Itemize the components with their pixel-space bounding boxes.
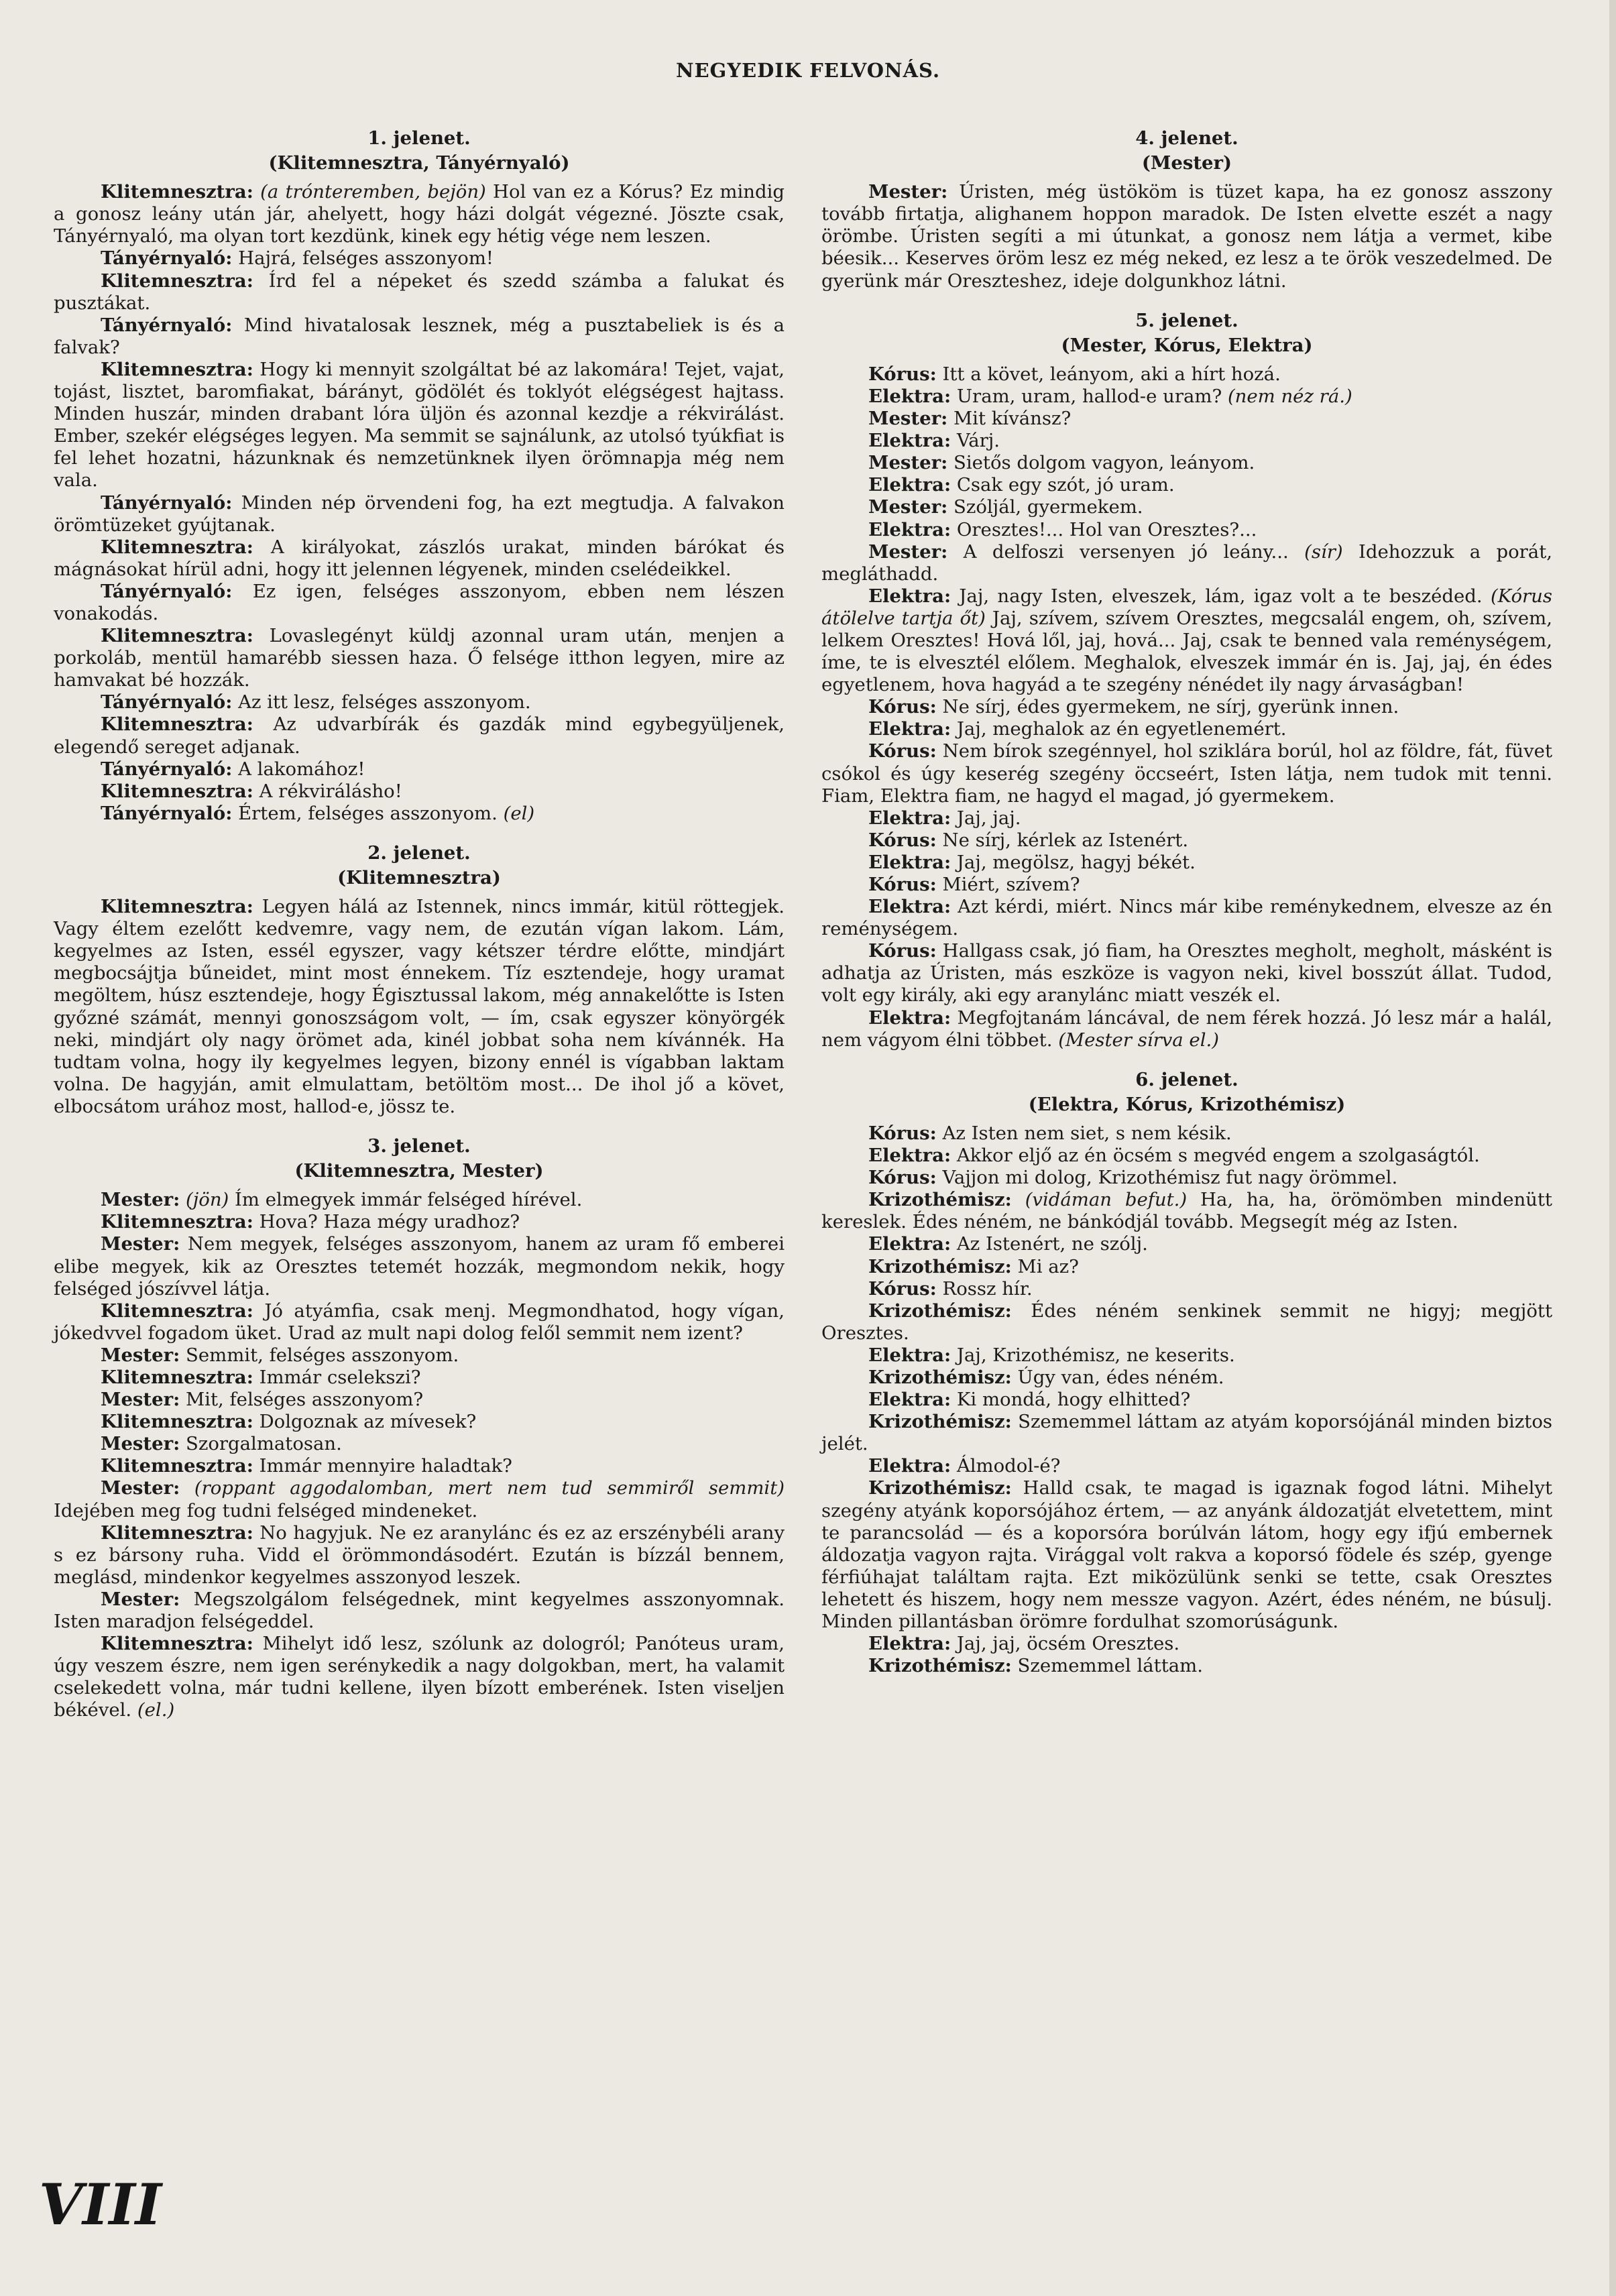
dialogue-text: Vajjon mi dolog, Krizothémisz fut nagy örömmel. bbox=[936, 1167, 1398, 1189]
dialogue-text: Rossz hír. bbox=[936, 1277, 1033, 1300]
dialogue-line bbox=[54, 1189, 785, 1211]
speaker-name: Kórus: bbox=[868, 740, 937, 762]
speaker-name: Tányérnyaló: bbox=[101, 580, 233, 602]
dialogue-line bbox=[54, 781, 785, 803]
dialogue-text: Immár mennyire haladtak? bbox=[253, 1455, 512, 1477]
dialogue-text: Mind hivatalosak lesznek, még a pusztabeliek is és a falvak? bbox=[54, 314, 785, 358]
dialogue-line bbox=[54, 1367, 785, 1389]
dialogue-text: Úgy van, édes néném. bbox=[1011, 1366, 1224, 1388]
dialogue-text: Az Isten nem siet, s nem késik. bbox=[936, 1122, 1232, 1144]
dialogue-text: A rékvirálásho! bbox=[253, 780, 402, 802]
speaker-name: Elektra: bbox=[868, 1389, 951, 1411]
dialogue-text: Jaj, jaj, öcsém Oresztes. bbox=[951, 1633, 1180, 1655]
dialogue-line bbox=[821, 1367, 1552, 1389]
page-header: NEGYEDIK FELVONÁS. bbox=[675, 59, 941, 82]
dialogue-text: Itt a követ, leányom, aki a hírt hozá. bbox=[936, 363, 1281, 385]
dialogue-text: Miért, szívem? bbox=[936, 874, 1080, 895]
dialogue-text: Ne sírj, kérlek az Istenért. bbox=[936, 829, 1189, 851]
dialogue-text: Írd fel a népeket és szedd számba a falukat és pusztákat. bbox=[54, 270, 785, 314]
dialogue-line bbox=[54, 492, 785, 536]
dialogue-line bbox=[821, 740, 1552, 807]
scene-title: 1. jelenet. bbox=[367, 127, 471, 149]
dialogue-text: Hallgass csak, jó fiam, ha Oresztes megholt, megholt, másként is adhatja az Úristen, más eszköze is vagyon neki, kivel bosszút állat. Tudod, volt egy király, aki egy aranylánc miatt veszék el. bbox=[821, 940, 1552, 1007]
dialogue-text: Immár cselekszi? bbox=[253, 1366, 421, 1388]
scene-title: 3. jelenet. bbox=[367, 1135, 471, 1157]
scene-title: 5. jelenet. bbox=[1135, 309, 1238, 331]
speaker-name: Kórus: bbox=[868, 1277, 937, 1300]
dialogue-line bbox=[821, 1278, 1552, 1300]
speaker-name: Kórus: bbox=[868, 1122, 937, 1144]
dialogue-text: Ím elmegyek immár felséged hírével. bbox=[229, 1189, 583, 1211]
dialogue-text: Mi az? bbox=[1011, 1255, 1079, 1277]
page-edge-shadow bbox=[1609, 0, 1616, 2296]
dialogue-line bbox=[54, 1589, 785, 1633]
dialogue-text bbox=[180, 1189, 186, 1210]
dialogue-text: Ez igen, felséges asszonyom, ebben nem lészen vonakodás. bbox=[54, 580, 785, 624]
stage-direction: (sír) bbox=[1304, 540, 1343, 563]
speaker-name: Klitemnesztra: bbox=[101, 1522, 253, 1544]
speaker-name: Krizothémisz: bbox=[868, 1411, 1012, 1433]
speaker-name: Mester: bbox=[101, 1189, 180, 1211]
speaker-name: Mester: bbox=[868, 452, 948, 474]
dialogue-text: Az Istenért, ne szólj. bbox=[951, 1233, 1148, 1255]
dialogue-text: Uram, uram, hallod-e uram? bbox=[951, 385, 1228, 407]
dialogue-line bbox=[54, 536, 785, 581]
scene bbox=[821, 127, 1552, 292]
speaker-name: Mester: bbox=[868, 496, 948, 518]
dialogue-line bbox=[821, 496, 1552, 518]
speaker-name: Klitemnesztra: bbox=[101, 270, 253, 292]
dialogue-text: Ne sírj, édes gyermekem, ne sírj, gyerünk innen. bbox=[936, 696, 1399, 718]
speaker-name: Klitemnesztra: bbox=[101, 1455, 253, 1477]
speaker-name: Elektra: bbox=[868, 896, 951, 918]
speaker-name: Klitemnesztra: bbox=[101, 1633, 253, 1655]
scene bbox=[54, 842, 785, 1118]
dialogue-line bbox=[821, 1145, 1552, 1167]
speaker-name: Klitemnesztra: bbox=[101, 713, 253, 736]
speaker-name: Krizothémisz: bbox=[868, 1655, 1012, 1677]
dialogue-line bbox=[821, 1007, 1552, 1051]
dialogue-line bbox=[821, 1233, 1552, 1255]
dialogue-line bbox=[54, 1300, 785, 1344]
speaker-name: Krizothémisz: bbox=[868, 1189, 1012, 1211]
scene-cast: (Klitemnesztra) bbox=[337, 867, 501, 888]
dialogue-line bbox=[821, 1633, 1552, 1655]
scene bbox=[54, 1135, 785, 1721]
dialogue-text: Csak egy szót, jó uram. bbox=[951, 474, 1175, 496]
speaker-name: Krizothémisz: bbox=[868, 1366, 1012, 1388]
speaker-name: Mester: bbox=[101, 1233, 180, 1255]
dialogue-text bbox=[253, 181, 260, 203]
dialogue-text: Hova? Haza mégy uradhoz? bbox=[253, 1211, 520, 1233]
dialogue-text: Azt kérdi, miért. Nincs már kibe reménykednem, elvesze az én reménységem. bbox=[821, 896, 1552, 940]
scene-title: 2. jelenet. bbox=[367, 842, 471, 864]
dialogue-line bbox=[821, 519, 1552, 541]
right-column bbox=[821, 127, 1552, 1695]
dialogue-line bbox=[54, 581, 785, 625]
dialogue-text: Dolgoznak az mívesek? bbox=[253, 1411, 477, 1433]
speaker-name: Klitemnesztra: bbox=[101, 1211, 253, 1233]
dialogue-text: Nem megyek, felséges asszonyom, hanem az uram fő emberei elibe megyek, kik az Oresztes tetemét hozzák, megmondom nekik, hogy felséged jószívvel látja. bbox=[54, 1233, 785, 1300]
speaker-name: Kórus: bbox=[868, 1167, 937, 1189]
speaker-name: Mester: bbox=[101, 1433, 180, 1455]
dialogue-text: A királyokat, zászlós urakat, minden bárókat és mágnásokat hírül adni, hogy itt jelennen légyenek, minden cselédeikkel. bbox=[54, 536, 785, 580]
speaker-name: Elektra: bbox=[868, 718, 951, 740]
stage-direction: (el.) bbox=[137, 1699, 175, 1721]
dialogue-text: A lakomához! bbox=[232, 758, 365, 780]
dialogue-line bbox=[54, 1522, 785, 1589]
dialogue-line bbox=[821, 386, 1552, 408]
speaker-name: Kórus: bbox=[868, 874, 937, 895]
dialogue-line bbox=[54, 247, 785, 270]
speaker-name: Elektra: bbox=[868, 1233, 951, 1255]
dialogue-line bbox=[54, 314, 785, 359]
dialogue-line bbox=[821, 696, 1552, 718]
dialogue-text: Minden nép örvendeni fog, ha ezt megtudja. A falvakon örömtüzeket gyújtanak. bbox=[54, 492, 785, 536]
speaker-name: Krizothémisz: bbox=[868, 1477, 1012, 1499]
scene-title: 6. jelenet. bbox=[1135, 1068, 1238, 1090]
speaker-name: Elektra: bbox=[868, 430, 951, 452]
speaker-name: Mester: bbox=[868, 540, 948, 563]
page-number: VIII bbox=[39, 2171, 162, 2238]
dialogue-line bbox=[54, 1433, 785, 1455]
dialogue-text: Ki mondá, hogy elhitted? bbox=[951, 1389, 1191, 1411]
scene bbox=[821, 310, 1552, 1051]
scene bbox=[821, 1069, 1552, 1678]
dialogue-line bbox=[54, 1633, 785, 1721]
speaker-name: Krizothémisz: bbox=[868, 1300, 1012, 1322]
speaker-name: Tányérnyaló: bbox=[101, 758, 233, 780]
stage-direction: (Mester sírva el.) bbox=[1058, 1029, 1219, 1051]
dialogue-line bbox=[821, 474, 1552, 496]
scene-cast: (Mester, Kórus, Elektra) bbox=[1061, 334, 1313, 356]
speaker-name: Tányérnyaló: bbox=[101, 691, 233, 713]
speaker-name: Elektra: bbox=[868, 807, 951, 829]
stage-direction: (jön) bbox=[186, 1189, 229, 1211]
stage-direction: (nem néz rá.) bbox=[1227, 385, 1352, 407]
scene-cast: (Elektra, Kórus, Krizothémisz) bbox=[1028, 1093, 1346, 1115]
speaker-name: Mester: bbox=[868, 408, 948, 430]
dialogue-line bbox=[821, 452, 1552, 474]
dialogue-line bbox=[821, 1477, 1552, 1633]
dialogue-text: Hol van ez a Kórus? Ez mindig a gonosz leány után jár, ahelyett, hogy házi dolgát végezné. Jöszte csak, Tányérnyaló, ma olyan tort kezdünk, kinek egy hétig vége nem leszen. bbox=[54, 181, 785, 247]
speaker-name: Klitemnesztra: bbox=[101, 896, 253, 918]
speaker-name: Klitemnesztra: bbox=[101, 780, 253, 802]
dialogue-text: Jaj, meghalok az én egyetlenemért. bbox=[951, 718, 1287, 740]
stage-direction: (el) bbox=[503, 802, 535, 824]
dialogue-text: Álmodol-é? bbox=[951, 1455, 1061, 1477]
speaker-name: Krizothémisz: bbox=[868, 1255, 1012, 1277]
dialogue-line bbox=[821, 829, 1552, 852]
dialogue-line bbox=[821, 1189, 1552, 1233]
dialogue-line bbox=[821, 718, 1552, 740]
dialogue-line bbox=[821, 1389, 1552, 1411]
dialogue-text: Lovaslegényt küldj azonnal uram után, menjen a porkoláb, mentül hamarébb siessen haza. Ő felsége itthon legyen, mire az hamvakat bé hozzák. bbox=[54, 625, 785, 691]
dialogue-text: Szorgalmatosan. bbox=[180, 1433, 342, 1455]
dialogue-line bbox=[54, 270, 785, 314]
speaker-name: Klitemnesztra: bbox=[101, 181, 253, 203]
speaker-name: Elektra: bbox=[868, 385, 951, 407]
speaker-name: Klitemnesztra: bbox=[101, 625, 253, 647]
dialogue-line bbox=[54, 1344, 785, 1367]
speaker-name: Klitemnesztra: bbox=[101, 1411, 253, 1433]
dialogue-text: Mihelyt idő lesz, szólunk az dologról; Panóteus uram, úgy veszem észre, nem igen serénykedik a nagy dolgokban, mert, ha valamit cselekedett volna, már tudni kellene, ilyen bízott emberének. Isten viseljen békével. bbox=[54, 1633, 785, 1721]
speaker-name: Elektra: bbox=[868, 1344, 951, 1366]
dialogue-line bbox=[54, 758, 785, 781]
speaker-name: Mester: bbox=[101, 1344, 180, 1366]
dialogue-line bbox=[821, 874, 1552, 896]
speaker-name: Klitemnesztra: bbox=[101, 1366, 253, 1388]
speaker-name: Elektra: bbox=[868, 474, 951, 496]
dialogue-line bbox=[821, 1411, 1552, 1455]
dialogue-text: Az itt lesz, felséges asszonyom. bbox=[232, 691, 531, 713]
dialogue-text: Értem, felséges asszonyom. bbox=[232, 802, 504, 824]
dialogue-line bbox=[821, 1344, 1552, 1367]
dialogue-line bbox=[54, 1389, 785, 1411]
dialogue-line bbox=[54, 1233, 785, 1300]
dialogue-text: Úristen, még üstököm is tüzet kapa, ha ez gonosz asszony tovább firtatja, alighanem hoppon maradok. De Isten elvette eszét a nagy örömbe. Úristen segíti a mi útunkat, a gonosz nem látja a vermet, kibe béesik... Keserves öröm lesz ez még neked, ez lesz a te örök veszedelmed. De gyerünk már Oreszteshez, ideje dolgunkhoz látni. bbox=[821, 181, 1552, 292]
speaker-name: Elektra: bbox=[868, 585, 951, 607]
dialogue-line bbox=[821, 852, 1552, 874]
scene-cast: (Klitemnesztra, Tányérnyaló) bbox=[268, 152, 570, 174]
dialogue-line bbox=[821, 541, 1552, 585]
scene bbox=[54, 127, 785, 825]
dialogue-line bbox=[54, 181, 785, 247]
dialogue-text: Jaj, szívem, szívem Oresztes, megcsalál engem, oh, szívem, lelkem Oresztes! Hová lől, jaj, hová... Jaj, csak te benned vala reménységem, íme, te is elvesztél előlem. Meghalok, elveszek immár én is. Jaj, jaj, én édes egyetlenem, hova hagyád a te szegény nénédet ily nagy árvaságban! bbox=[821, 607, 1553, 696]
stage-direction: (Kórus átölelve tartja őt) bbox=[821, 585, 1552, 629]
scene-cast: (Klitemnesztra, Mester) bbox=[294, 1160, 544, 1182]
dialogue-line bbox=[54, 1411, 785, 1433]
speaker-name: Klitemnesztra: bbox=[101, 1300, 253, 1322]
speaker-name: Tányérnyaló: bbox=[101, 247, 233, 270]
dialogue-line bbox=[821, 940, 1552, 1007]
dialogue-text: Idejében meg fog tudni felséged mindeneket. bbox=[54, 1499, 478, 1522]
stage-direction: (vidáman befut.) bbox=[1025, 1189, 1188, 1211]
dialogue-text: Mit, felséges asszonyom? bbox=[180, 1389, 424, 1411]
dialogue-text: Megszolgálom felségednek, mint kegyelmes asszonyomnak. Isten maradjon felségeddel. bbox=[54, 1588, 785, 1632]
stage-direction: (roppant aggodalomban, mert nem tud semmiről semmit) bbox=[194, 1477, 785, 1499]
dialogue-line bbox=[54, 359, 785, 492]
speaker-name: Kórus: bbox=[868, 696, 937, 718]
dialogue-line bbox=[821, 181, 1552, 292]
dialogue-line bbox=[54, 896, 785, 1118]
dialogue-text: Szememmel láttam. bbox=[1011, 1655, 1203, 1677]
dialogue-text: Szóljál, gyermekem. bbox=[947, 496, 1143, 518]
dialogue-text: Hogy ki mennyit szolgáltat bé az lakomára! Tejet, vajat, tojást, lisztet, baromfiakat, bárányt, gödölét és toklyót elégségest hajtass. Minden huszár, minden drabant lóra üljön és azonnal kezdje a rékvirálást. Ember, szekér elégséges legyen. Ma semmit se sajnálunk, az utolsó tyúkfiat is fel lehet hozatni, házunknak és nemzetünknek ilyen örömnapja még nem vala. bbox=[54, 358, 785, 492]
dialogue-line bbox=[821, 896, 1552, 940]
dialogue-line bbox=[54, 803, 785, 825]
dialogue-text: Mit kívánsz? bbox=[947, 408, 1072, 430]
speaker-name: Elektra: bbox=[868, 1633, 951, 1655]
dialogue-line bbox=[821, 1167, 1552, 1189]
dialogue-text: Semmit, felséges asszonyom. bbox=[180, 1344, 459, 1366]
speaker-name: Kórus: bbox=[868, 829, 937, 851]
dialogue-text: Oresztes!... Hol van Oresztes?... bbox=[951, 518, 1257, 540]
speaker-name: Mester: bbox=[101, 1588, 180, 1610]
speaker-name: Kórus: bbox=[868, 940, 937, 962]
left-column bbox=[54, 127, 785, 1739]
dialogue-text: Édes néném senkinek semmit ne higyj; megjött Oresztes. bbox=[821, 1300, 1552, 1344]
dialogue-line bbox=[54, 691, 785, 713]
speaker-name: Mester: bbox=[868, 181, 948, 203]
dialogue-text: Jaj, megölsz, hagyj békét. bbox=[951, 851, 1196, 873]
dialogue-line bbox=[54, 713, 785, 758]
dialogue-text: Jaj, Krizothémisz, ne keserits. bbox=[951, 1344, 1235, 1366]
dialogue-line bbox=[54, 625, 785, 691]
dialogue-line bbox=[821, 1123, 1552, 1145]
dialogue-line bbox=[821, 430, 1552, 452]
stage-direction: (a trónteremben, bejön) bbox=[260, 181, 486, 203]
dialogue-text: Halld csak, te magad is igaznak fogod látni. Mihelyt szegény atyánk koporsójához értem, — az anyánk áldozatját elvetettem, mint te parancsolád — és a koporsóra borúlván látom, hogy egy ifjú embernek áldozatja vagyon rajta. Virággal volt rakva a koporsó födele és szép, gyenge férfiúhajat találtam rajta. Ezt miközülünk senki se tette, csak Oresztes lehetett és hiszem, hogy nem messze vagyon. Azért, édes néném, ne búsulj. Minden pillantásban örömre fordulhat szomorúságunk. bbox=[821, 1477, 1552, 1632]
dialogue-text: Ha, ha, ha, örömömben mindenütt kereslek. Édes néném, ne bánkódjál tovább. Megsegít még az Isten. bbox=[821, 1189, 1552, 1233]
dialogue-text: Legyen hálá az Istennek, nincs immár, kitül röttegjek. Vagy éltem ezelőtt kedvemre, vagy nem, de ezután vígan lakom. Lám, kegyelmes az Isten, essél egyszer, vagy kétszer térdre előtte, mindjárt megbocsájtja bűneidet, mint most énnekem. Tíz esztendeje, hogy uramat megöltem, húsz esztendeje, hogy Égisztussal lakom, még annakelőtte is Isten győzné számát, mennyi gonoszságom volt, — ím, csak egyszer könyörgék neki, mindjárt oly nagy örömet ada, kinél jobbat soha nem kívánnék. Ha tudtam volna, hogy ily kegyelmes legyen, bizony ennél is vígabban laktam volna. De hagyján, amit elmulattam, betöltöm most... De ihol jő a követ, elbocsátom urához most, hallod-e, jössz te. bbox=[54, 896, 785, 1117]
speaker-name: Tányérnyaló: bbox=[101, 314, 233, 336]
dialogue-text bbox=[1012, 1189, 1025, 1210]
scene-cast: (Mester) bbox=[1141, 152, 1232, 174]
dialogue-text: No hagyjuk. Ne ez aranylánc és ez az erszénybéli arany s ez bársony ruha. Vidd el örömmondásodért. Ezután is bízzál bennem, meglásd, mindenkor kegyelmes asszonyod leszek. bbox=[54, 1522, 785, 1588]
dialogue-text: Akkor eljő az én öcsém s megvéd engem a szolgaságtól. bbox=[951, 1145, 1480, 1167]
dialogue-line bbox=[821, 408, 1552, 430]
dialogue-text: Hajrá, felséges asszonyom! bbox=[232, 247, 494, 270]
dialogue-text: A delfoszi versenyen jó leány... bbox=[947, 540, 1305, 563]
speaker-name: Elektra: bbox=[868, 518, 951, 540]
speaker-name: Elektra: bbox=[868, 851, 951, 873]
speaker-name: Tányérnyaló: bbox=[101, 802, 233, 824]
dialogue-line bbox=[821, 1300, 1552, 1344]
dialogue-line bbox=[821, 585, 1552, 696]
dialogue-line bbox=[821, 1256, 1552, 1278]
speaker-name: Mester: bbox=[101, 1477, 180, 1499]
dialogue-line bbox=[821, 807, 1552, 829]
dialogue-text: Jaj, jaj. bbox=[951, 807, 1021, 829]
speaker-name: Elektra: bbox=[868, 1007, 951, 1029]
dialogue-line bbox=[821, 1655, 1552, 1677]
speaker-name: Elektra: bbox=[868, 1145, 951, 1167]
speaker-name: Tányérnyaló: bbox=[101, 492, 233, 514]
dialogue-text: Az udvarbírák és gazdák mind egybegyüljenek, elegendő sereget adjanak. bbox=[54, 713, 785, 758]
speaker-name: Klitemnesztra: bbox=[101, 358, 253, 380]
dialogue-line bbox=[54, 1477, 785, 1522]
dialogue-text: Idehozzuk a porát, megláthadd. bbox=[821, 540, 1552, 585]
dialogue-line bbox=[54, 1211, 785, 1233]
dialogue-text: Várj. bbox=[951, 430, 1000, 452]
dialogue-line bbox=[821, 363, 1552, 386]
speaker-name: Elektra: bbox=[868, 1455, 951, 1477]
dialogue-text: Jaj, nagy Isten, elveszek, lám, igaz volt a te beszéded. bbox=[951, 585, 1491, 607]
dialogue-text: Jó atyámfia, csak menj. Megmondhatod, hogy vígan, jókedvvel fogadom üket. Urad az mult napi dolog felől semmit nem izent? bbox=[54, 1300, 785, 1344]
speaker-name: Mester: bbox=[101, 1389, 180, 1411]
dialogue-text: Sietős dolgom vagyon, leányom. bbox=[947, 452, 1255, 474]
dialogue-text: Nem bírok szegénnyel, hol sziklára borúl, hol az földre, fát, füvet csókol és úgy keserég szegény öccseért, Isten látja, nem tudok mit tenni. Fiam, Elektra fiam, ne hagyd el magad, jó gyermekem. bbox=[821, 740, 1552, 807]
speaker-name: Klitemnesztra: bbox=[101, 536, 253, 558]
dialogue-text: Szememmel láttam az atyám koporsójánál minden biztos jelét. bbox=[821, 1411, 1552, 1455]
dialogue-line bbox=[821, 1455, 1552, 1477]
dialogue-text bbox=[180, 1477, 194, 1499]
dialogue-line bbox=[54, 1455, 785, 1477]
scene-title: 4. jelenet. bbox=[1135, 127, 1238, 149]
speaker-name: Kórus: bbox=[868, 363, 937, 385]
dialogue-text: Megfojtanám láncával, de nem férek hozzá. Jó lesz már a halál, nem vágyom élni többet. bbox=[821, 1007, 1552, 1051]
